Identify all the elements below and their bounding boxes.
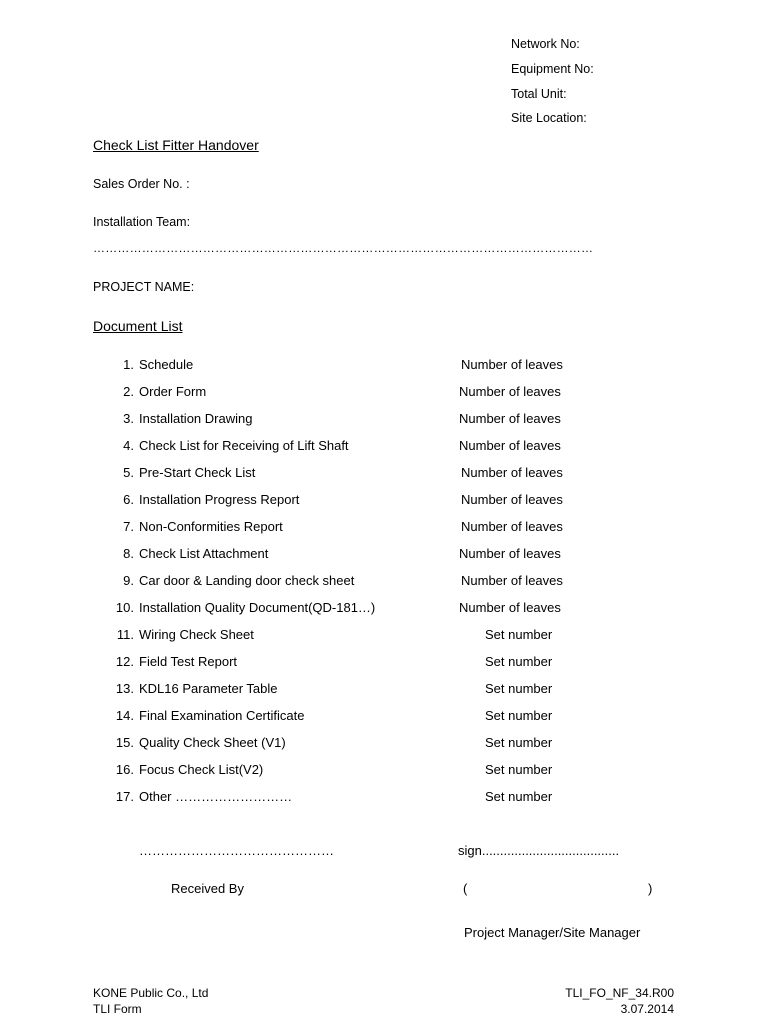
item-number: 7. [123, 519, 134, 534]
item-label: Check List for Receiving of Lift Shaft [139, 438, 349, 453]
item-label: Check List Attachment [139, 546, 269, 561]
item-number: 2. [123, 384, 134, 399]
document-list-item [0, 546, 768, 573]
document-list-item [0, 357, 768, 384]
item-number: 17. [115, 789, 134, 804]
document-list-item [0, 735, 768, 762]
item-label: Wiring Check Sheet [139, 627, 254, 642]
document-list-item [0, 492, 768, 519]
number-of-leaves-label: Number of leaves [461, 573, 563, 588]
item-label: Quality Check Sheet (V1) [139, 735, 286, 750]
item-number: 6. [123, 492, 134, 507]
document-list-item [0, 519, 768, 546]
item-label: Field Test Report [139, 654, 238, 669]
document-list-item [0, 465, 768, 492]
manager-label: Project Manager/Site Manager [464, 925, 641, 940]
document-list-item [0, 411, 768, 438]
document-list-item [0, 708, 768, 735]
item-number: 15. [115, 735, 134, 750]
number-of-leaves-label: Number of leaves [461, 357, 563, 372]
item-label: KDL16 Parameter Table [139, 681, 278, 696]
item-number: 4. [123, 438, 134, 453]
set-number-label: Set number [485, 708, 553, 723]
item-label: Non-Conformities Report [139, 519, 283, 534]
number-of-leaves-label: Number of leaves [459, 384, 561, 399]
document-list-item [0, 438, 768, 465]
footer-date: 3.07.2014 [620, 1002, 674, 1016]
item-number: 9. [123, 573, 134, 588]
name-paren-open: ( [463, 881, 468, 896]
number-of-leaves-label: Number of leaves [461, 519, 563, 534]
item-label: Pre-Start Check List [139, 465, 256, 480]
document-list-item [0, 762, 768, 789]
set-number-label: Set number [485, 735, 553, 750]
set-number-label: Set number [485, 627, 553, 642]
number-of-leaves-label: Number of leaves [459, 546, 561, 561]
set-number-label: Set number [485, 789, 553, 804]
document-list-title: Document List [93, 318, 183, 334]
footer-form: TLI Form [93, 1002, 142, 1016]
item-number: 5. [123, 465, 134, 480]
number-of-leaves-label: Number of leaves [461, 492, 563, 507]
number-of-leaves-label: Number of leaves [459, 438, 561, 453]
item-number: 13. [115, 681, 134, 696]
document-list-item [0, 573, 768, 600]
item-number: 11. [116, 627, 134, 642]
installation-team-colon: : [186, 215, 191, 229]
set-number-label: Set number [485, 762, 553, 777]
manager-signature-line: sign...................................... [458, 843, 620, 858]
item-label: Installation Drawing [139, 411, 253, 426]
item-number: 1. [123, 357, 134, 372]
number-of-leaves-label: Number of leaves [461, 465, 563, 480]
received-by-label: Received By [171, 881, 244, 896]
project-name-label: PROJECT NAME: [93, 280, 195, 294]
item-number: 16. [115, 762, 134, 777]
item-number: 12. [115, 654, 134, 669]
sales-order-colon: : [182, 177, 190, 191]
sales-order-label: Sales Order No. [93, 177, 183, 191]
number-of-leaves-label: Number of leaves [459, 600, 561, 615]
set-number-label: Set number [485, 654, 553, 669]
total-unit-label: Total Unit: [511, 87, 567, 101]
document-list-item [0, 384, 768, 411]
installation-team-field [93, 215, 190, 229]
document-list-item [0, 681, 768, 708]
document-list-item [0, 600, 768, 627]
installation-team-dotted-line: …………………………………………………………………………………………………………… [93, 241, 594, 255]
document-list-item [0, 789, 768, 816]
item-number: 3. [123, 411, 134, 426]
sales-order-field [93, 177, 190, 191]
network-no-label: Network No: [511, 37, 580, 51]
name-paren-close: ) [648, 881, 653, 896]
equipment-no-label: Equipment No: [511, 62, 594, 76]
item-label: Focus Check List(V2) [139, 762, 264, 777]
item-label: Schedule [139, 357, 194, 372]
item-label: Installation Quality Document(QD-181…) [139, 600, 376, 615]
item-number: 14. [115, 708, 134, 723]
page-title: Check List Fitter Handover [93, 137, 259, 153]
item-number: 8. [123, 546, 134, 561]
set-number-label: Set number [485, 681, 553, 696]
document-list-item [0, 627, 768, 654]
received-by-signature-line: ……………………………………… [139, 843, 334, 858]
item-label: Car door & Landing door check sheet [139, 573, 355, 588]
item-label: Order Form [139, 384, 207, 399]
document-list-item [0, 654, 768, 681]
item-label: Final Examination Certificate [139, 708, 305, 723]
number-of-leaves-label: Number of leaves [459, 411, 561, 426]
item-label: Other ……………………… [139, 789, 293, 804]
site-location-label: Site Location: [511, 111, 587, 125]
footer-company: KONE Public Co., Ltd [93, 986, 209, 1000]
item-number: 10. [115, 600, 134, 615]
installation-team-label: Installation Team [93, 215, 187, 229]
item-label: Installation Progress Report [139, 492, 300, 507]
footer-doc-code: TLI_FO_NF_34.R00 [565, 986, 674, 1000]
